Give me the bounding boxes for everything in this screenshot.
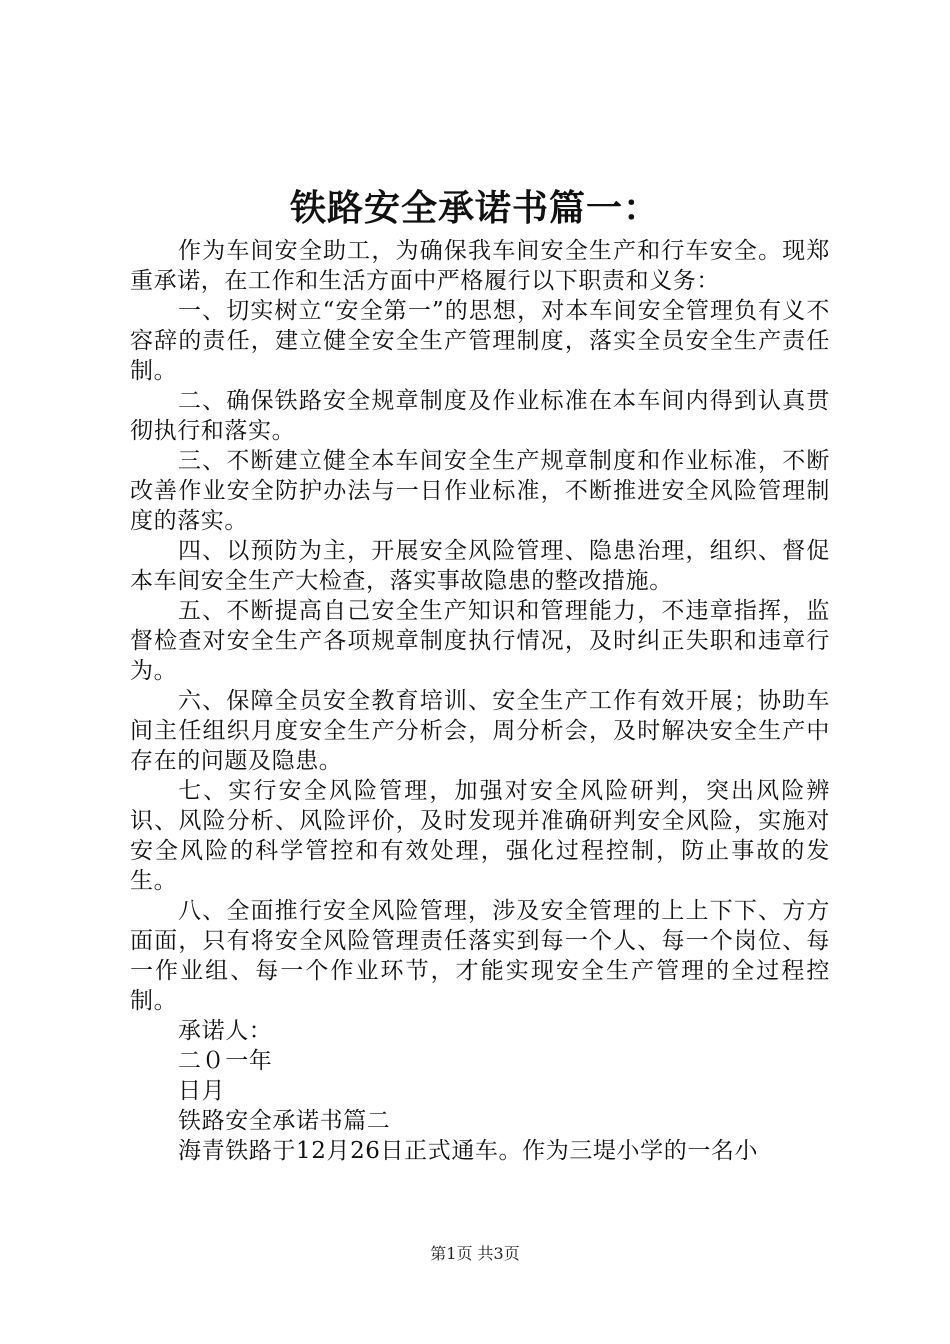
- paragraph-intro: 作为车间安全助工，为确保我车间安全生产和行车安全。现郑重承诺，在工作和生活方面中严格履行以下职责和义务：: [130, 238, 830, 294]
- paragraph-item-8: 八、全面推行安全风险管理，涉及安全管理的上上下下、方方面面，只有将安全风险管理责任落实到每一个人、每一个岗位、每一作业组、每一个作业环节，才能实现安全生产管理的全过程控制。: [130, 898, 830, 1014]
- signature-year-line: 二０一年: [178, 1048, 273, 1074]
- signature-date-line: 日月: [178, 1078, 226, 1104]
- paragraph-item-5: 五、不断提高自己安全生产知识和管理能力，不违章指挥，监督检查对安全生产各项规章制度执行情况，及时纠正失职和违章行为。: [130, 598, 830, 684]
- document-body: [130, 236, 830, 1166]
- page-footer: 第1页 共3页: [430, 1244, 520, 1263]
- paragraph-item-1: 一、切实树立“安全第一”的思想，对本车间安全管理负有义不容辞的责任，建立健全安全生产管理制度，落实全员安全生产责任制。: [130, 298, 830, 384]
- signature-promiser-label: 承诺人：: [178, 1018, 273, 1044]
- paragraph-item-2: 二、确保铁路安全规章制度及作业标准在本车间内得到认真贯彻执行和落实。: [130, 388, 830, 444]
- paragraph-item-7: 七、实行安全风险管理，加强对安全风险研判，突出风险辨识、风险分析、风险评价，及时发现并准确研判安全风险，实施对安全风险的科学管控和有效处理，强化过程控制，防止事故的发生。: [130, 778, 830, 894]
- section2-title: 铁路安全承诺书篇二: [178, 1108, 391, 1134]
- paragraph-item-4: 四、以预防为主，开展安全风险管理、隐患治理，组织、督促本车间安全生产大检查，落实事故隐患的整改措施。: [130, 538, 830, 594]
- paragraph-item-3: 三、不断建立健全本车间安全生产规章制度和作业标准，不断改善作业安全防护办法与一日作业标准，不断推进安全风险管理制度的落实。: [130, 448, 830, 534]
- document-title: 铁路安全承诺书篇一：: [289, 187, 660, 229]
- paragraph-item-6: 六、保障全员安全教育培训、安全生产工作有效开展；协助车间主任组织月度安全生产分析会，周分析会，及时解决安全生产中存在的问题及隐患。: [130, 688, 830, 774]
- section2-first-line: 海青铁路于12月26日正式通车。作为三堤小学的一名小: [178, 1138, 759, 1164]
